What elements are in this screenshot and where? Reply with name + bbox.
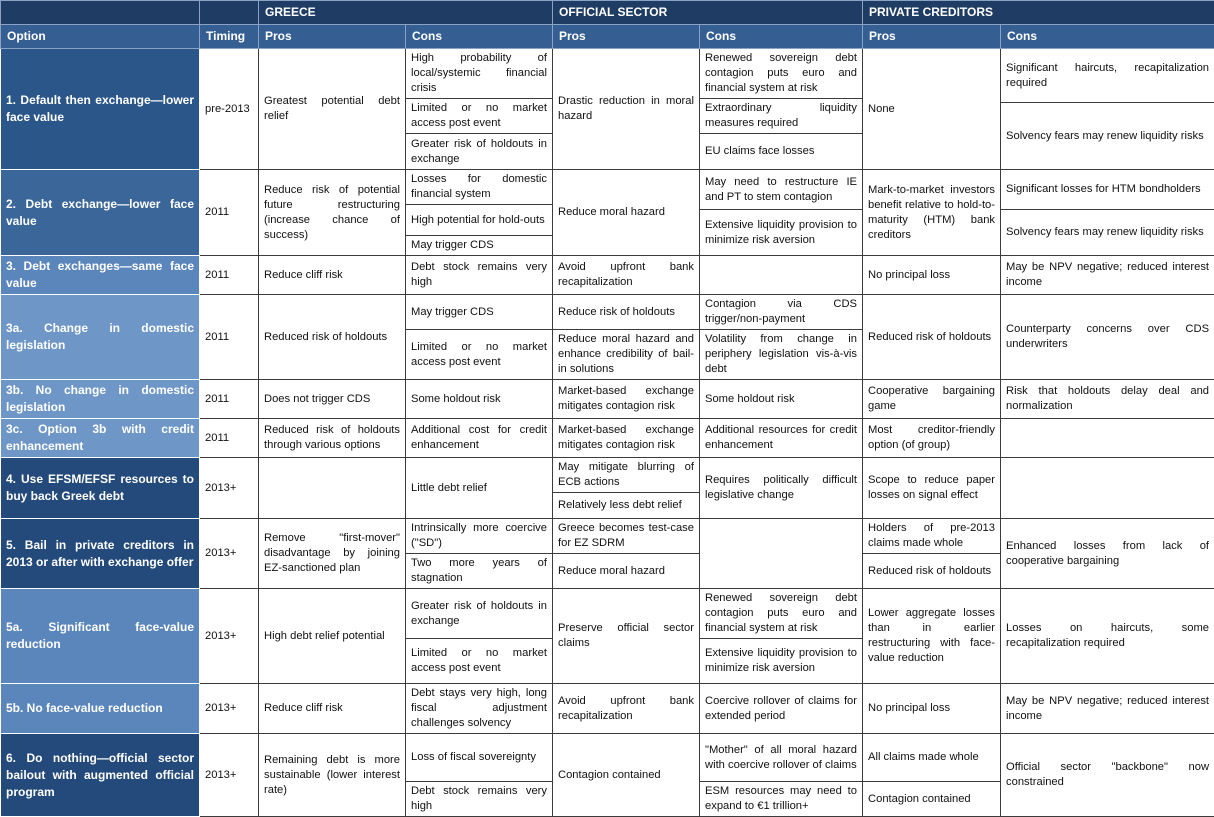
greece-pros-cell [259,458,406,519]
official-cons-cell: Volatility from change in periphery legislation vis-à-vis debt [700,330,863,380]
column-header-private-cons: Cons [1001,25,1214,49]
table-row [1,49,1214,97]
private-cons-cell: May be NPV negative; reduced interest income [1001,256,1214,295]
private-cons-cell: Counterparty concerns over CDS underwriters [1001,295,1214,380]
private-cons-cell: Solvency fears may renew liquidity risks [1001,210,1214,256]
column-header-greece-pros: Pros [259,25,406,49]
greece-pros-cell: Remaining debt is more sustainable (lower interest rate) [259,734,406,817]
greece-cons-cell: High potential for hold-outs [406,205,553,236]
greece-cons-cell: Additional cost for credit enhancement [406,419,553,458]
official-pros-cell: May mitigate blurring of ECB actions [553,458,700,493]
column-header-greece-cons: Cons [406,25,553,49]
official-pros-cell: Drastic reduction in moral hazard [553,49,700,170]
table-row [1,419,1214,458]
official-cons-cell: "Mother" of all moral hazard with coercive rollover of claims [700,734,863,782]
column-header-official-pros: Pros [553,25,700,49]
official-pros-cell: Avoid upfront bank recapitalization [553,684,700,734]
timing-cell: 2013+ [200,589,259,684]
official-cons-cell: Renewed sovereign debt contagion puts euro and financial system at risk [700,49,863,99]
greece-cons-cell: Debt stock remains very high [406,256,553,295]
private-pros-cell: Reduced risk of holdouts [863,554,1001,589]
timing-cell: 2011 [200,380,259,419]
official-pros-cell: Reduce moral hazard [553,554,700,589]
greece-cons-cell: Limited or no market access post event [406,330,553,380]
official-pros-cell: Market-based exchange mitigates contagion risk [553,380,700,419]
greece-pros-cell: Reduce cliff risk [259,256,406,295]
option-label: 4. Use EFSM/EFSF resources to buy back Greek debt [1,458,200,519]
timing-cell: 2011 [200,170,259,256]
private-pros-cell: No principal loss [863,256,1001,295]
greece-cons-cell: Debt stock remains very high [406,782,553,817]
option-label: 2. Debt exchange—lower face value [1,170,200,256]
official-cons-cell: EU claims face losses [700,134,863,170]
group-header-official-sector: OFFICIAL SECTOR [553,1,863,25]
option-label: 1. Default then exchange—lower face value [1,49,200,170]
private-cons-cell [1001,419,1214,458]
greece-cons-cell: Greater risk of holdouts in exchange [406,134,553,170]
greece-cons-cell: Little debt relief [406,458,553,519]
official-pros-cell: Reduce risk of holdouts [553,295,700,330]
timing-cell: 2013+ [200,734,259,817]
greece-pros-cell: Remove "first-mover" disadvantage by joining EZ-sanctioned plan [259,519,406,589]
timing-cell: 2011 [200,256,259,295]
private-cons-cell: Losses on haircuts, some recapitalization required [1001,589,1214,684]
official-pros-cell: Preserve official sector claims [553,589,700,684]
official-cons-cell [700,519,863,589]
official-pros-cell: Market-based exchange mitigates contagion risk [553,419,700,458]
greece-pros-cell: Reduced risk of holdouts [259,295,406,380]
option-label: 5b. No face-value reduction [1,684,200,734]
greece-pros-cell: Does not trigger CDS [259,380,406,419]
official-pros-cell: Reduce moral hazard [553,170,700,256]
table-row [1,458,1214,493]
option-label: 6. Do nothing—official sector bailout with augmented official program [1,734,200,817]
official-pros-cell: Contagion contained [553,734,700,817]
column-header-private-pros: Pros [863,25,1001,49]
table-row [1,519,1214,554]
option-label: 5a. Significant face-value reduction [1,589,200,684]
official-cons-cell: May need to restructure IE and PT to stem contagion [700,170,863,210]
private-pros-cell: No principal loss [863,684,1001,734]
greece-pros-cell: Reduced risk of holdouts through various options [259,419,406,458]
private-cons-cell: Solvency fears may renew liquidity risks [1001,103,1214,170]
greece-pros-cell: Greatest potential debt relief [259,49,406,170]
group-header-greece: GREECE [259,1,553,25]
column-header-row [1,25,1214,49]
private-cons-cell: Enhanced losses from lack of cooperative bargaining [1001,519,1214,589]
table-row [1,684,1214,734]
table-row [1,256,1214,295]
greece-pros-cell: Reduce cliff risk [259,684,406,734]
private-pros-cell: Most creditor-friendly option (of group) [863,419,1001,458]
greece-cons-cell: May trigger CDS [406,295,553,330]
timing-cell: pre-2013 [200,49,259,170]
greece-cons-cell: Some holdout risk [406,380,553,419]
official-cons-cell: Some holdout risk [700,380,863,419]
greece-cons-cell: Loss of fiscal sovereignty [406,734,553,782]
private-pros-cell: Contagion contained [863,782,1001,817]
timing-cell: 2013+ [200,458,259,519]
table-row [1,380,1214,419]
private-cons-cell: May be NPV negative; reduced interest income [1001,684,1214,734]
official-pros-cell: Greece becomes test-case for EZ SDRM [553,519,700,554]
private-cons-cell [1001,458,1214,519]
private-cons-cell: Significant losses for HTM bondholders [1001,170,1214,210]
private-pros-cell: All claims made whole [863,734,1001,782]
column-header-timing: Timing [200,25,259,49]
private-pros-cell: None [863,49,1001,170]
official-cons-cell: Requires politically difficult legislative change [700,458,863,519]
column-header-option: Option [1,25,200,49]
private-cons-cell: Significant haircuts, recapitalization required [1001,49,1214,103]
option-label: 3a. Change in domestic legislation [1,295,200,380]
group-header-row [1,1,1214,25]
private-cons-cell: Risk that holdouts delay deal and normalization [1001,380,1214,419]
private-pros-cell: Cooperative bargaining game [863,380,1001,419]
group-header-private-creditors: PRIVATE CREDITORS [863,1,1214,25]
greece-cons-cell: Limited or no market access post event [406,99,553,134]
timing-cell: 2013+ [200,684,259,734]
private-cons-cell: Official sector "backbone" now constrained [1001,734,1214,817]
timing-cell: 2013+ [200,519,259,589]
greece-cons-cell: Greater risk of holdouts in exchange [406,589,553,639]
official-cons-cell: Additional resources for credit enhancement [700,419,863,458]
greece-cons-cell: May trigger CDS [406,236,553,256]
greece-cons-cell: Losses for domestic financial system [406,170,553,205]
header-blank-timing [200,1,259,25]
official-cons-cell [700,256,863,295]
option-label: 5. Bail in private creditors in 2013 or after with exchange offer [1,519,200,589]
option-label: 3. Debt exchanges—same face value [1,256,200,295]
greece-cons-cell: Two more years of stagnation [406,554,553,589]
private-pros-cell: Scope to reduce paper losses on signal effect [863,458,1001,519]
official-cons-cell: Contagion via CDS trigger/non-payment [700,295,863,330]
option-label: 3b. No change in domestic legislation [1,380,200,419]
official-cons-cell: Extensive liquidity provision to minimize risk aversion [700,210,863,256]
official-pros-cell: Reduce moral hazard and enhance credibility of bail-in solutions [553,330,700,380]
timing-cell: 2011 [200,419,259,458]
greece-cons-cell: Debt stays very high, long fiscal adjustment challenges solvency [406,684,553,734]
official-pros-cell: Relatively less debt relief [553,493,700,519]
header-blank-option [1,1,200,25]
official-pros-cell: Avoid upfront bank recapitalization [553,256,700,295]
official-cons-cell: Extensive liquidity provision to minimize risk aversion [700,639,863,684]
greece-cons-cell: High probability of local/systemic financial crisis [406,49,553,99]
option-label: 3c. Option 3b with credit enhancement [1,419,200,458]
column-header-official-cons: Cons [700,25,863,49]
private-pros-cell: Reduced risk of holdouts [863,295,1001,380]
private-pros-cell: Holders of pre-2013 claims made whole [863,519,1001,554]
private-pros-cell: Mark-to-market investors benefit relative to hold-to-maturity (HTM) bank creditors [863,170,1001,256]
official-cons-cell: ESM resources may need to expand to €1 trillion+ [700,782,863,817]
table-row [1,734,1214,782]
private-pros-cell: Lower aggregate losses than in earlier restructuring with face-value reduction [863,589,1001,684]
official-cons-cell: Extraordinary liquidity measures required [700,99,863,134]
greece-pros-cell: Reduce risk of potential future restructuring (increase chance of success) [259,170,406,256]
timing-cell: 2011 [200,295,259,380]
official-cons-cell: Coercive rollover of claims for extended period [700,684,863,734]
greece-pros-cell: High debt relief potential [259,589,406,684]
greece-cons-cell: Intrinsically more coercive ("SD") [406,519,553,554]
greece-cons-cell: Limited or no market access post event [406,639,553,684]
table-row [1,295,1214,330]
official-cons-cell: Renewed sovereign debt contagion puts euro and financial system at risk [700,589,863,639]
table-row [1,170,1214,205]
table-row [1,589,1214,639]
